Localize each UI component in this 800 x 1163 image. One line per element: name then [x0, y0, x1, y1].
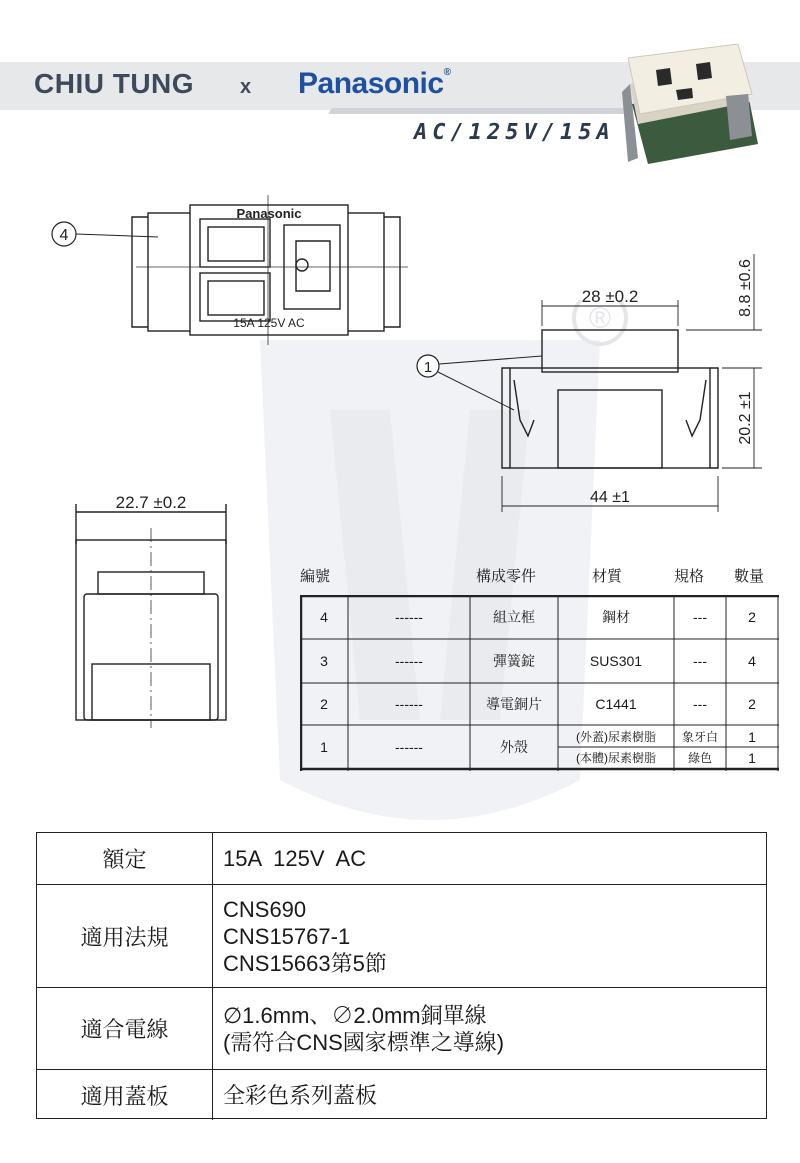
- callout-4: 4: [59, 227, 69, 244]
- row-2-qty: 2: [748, 696, 756, 712]
- row-3-qty: 4: [748, 653, 756, 669]
- cover-line: 全彩色系列蓋板: [223, 1082, 378, 1108]
- dim-end-width: 22.7 ±0.2: [115, 493, 187, 512]
- standard-line: CNS15767-1: [223, 923, 351, 949]
- standard-line: CNS15663第5節: [223, 950, 387, 976]
- rating-banner: AC/125V/15A: [414, 120, 615, 145]
- row-2-spec: ---: [693, 696, 707, 712]
- spec-label-rating: 額定: [37, 833, 213, 884]
- row-3-placeholder: ------: [395, 653, 423, 669]
- row-1-placeholder: ------: [395, 739, 423, 755]
- spec-row-cover: [37, 1070, 766, 1120]
- row-2-number: 2: [320, 696, 328, 712]
- dim-height: 20.2 ±1: [737, 391, 754, 445]
- row-4-spec: ---: [693, 609, 707, 625]
- col-material: 材質: [592, 568, 623, 585]
- product-photo: [608, 44, 768, 174]
- front-brand-label: Panasonic: [236, 206, 302, 221]
- dim-top: 8.8 ±0.6: [737, 259, 754, 317]
- row-1-spec-body: 綠色: [687, 751, 712, 765]
- row-4-qty: 2: [748, 609, 756, 625]
- front-rating-label: 15A 125V AC: [233, 316, 305, 330]
- spec-label-cover: 適用蓋板: [37, 1070, 213, 1120]
- row-2-placeholder: ------: [395, 696, 423, 712]
- row-1-part: 外殼: [500, 739, 528, 755]
- spec-table: [36, 832, 767, 1119]
- spec-value-rating: [223, 833, 366, 884]
- row-1-spec-cover: 象牙白: [681, 730, 718, 744]
- brand-separator: x: [240, 76, 252, 98]
- spec-row-wire: [37, 988, 766, 1070]
- spec-value-cover: [223, 1070, 377, 1120]
- col-quantity: 數量: [734, 568, 765, 585]
- wire-line: ∅1.6mm、∅2.0mm銅單線: [223, 1002, 487, 1028]
- row-3-part: 彈簧錠: [493, 653, 535, 669]
- chiu-tung-logo: CHIU TUNG: [34, 68, 195, 99]
- spec-value-standards: [223, 885, 387, 987]
- side-view-drawing: [410, 240, 780, 520]
- row-4-material: 鋼材: [602, 609, 630, 625]
- spec-row-rating: [37, 833, 766, 885]
- row-1-number: 1: [320, 739, 328, 755]
- panasonic-wordmark: Panasonic: [298, 67, 444, 100]
- row-1-material-body: (本體)尿素樹脂: [576, 751, 656, 765]
- col-spec: 規格: [674, 568, 705, 585]
- wire-note-line: (需符合CNS國家標準之導線): [223, 1029, 505, 1055]
- col-component: 構成零件: [476, 568, 537, 585]
- spec-row-standards: [37, 885, 766, 988]
- row-2-part: 導電銅片: [486, 696, 542, 712]
- row-1-qty-cover: 1: [748, 728, 756, 745]
- spec-label-wire: 適合電線: [37, 988, 213, 1069]
- panasonic-logo: [298, 67, 450, 101]
- row-2-material: C1441: [595, 696, 637, 712]
- dim-length: 44 ±1: [590, 489, 630, 506]
- header-stripe: [328, 108, 631, 114]
- spec-value-wire: [223, 988, 504, 1069]
- parts-table-header: [300, 565, 780, 589]
- dim-side-width: 28 ±0.2: [581, 287, 639, 306]
- row-3-number: 3: [320, 653, 328, 669]
- row-3-material: SUS301: [589, 653, 643, 669]
- watermark-registered-mark: ®: [588, 302, 612, 335]
- standard-line: CNS690: [223, 896, 307, 922]
- row-4-number: 4: [320, 609, 328, 625]
- row-3-spec: ---: [693, 653, 707, 669]
- row-4-part: 組立框: [493, 609, 535, 625]
- spec-label-standards: 適用法規: [37, 885, 213, 987]
- end-view-drawing: [60, 488, 250, 738]
- row-1-qty-body: 1: [748, 749, 756, 766]
- row-4-placeholder: ------: [395, 609, 423, 625]
- spec-rating-line: 15A 125V AC: [223, 846, 367, 871]
- row-1-material-cover: (外蓋)尿素樹脂: [576, 730, 656, 744]
- registered-mark: ®: [443, 67, 451, 78]
- col-number: 編號: [300, 568, 331, 585]
- parts-table: [300, 595, 779, 771]
- callout-1: 1: [423, 359, 433, 376]
- front-view-drawing: [40, 195, 420, 355]
